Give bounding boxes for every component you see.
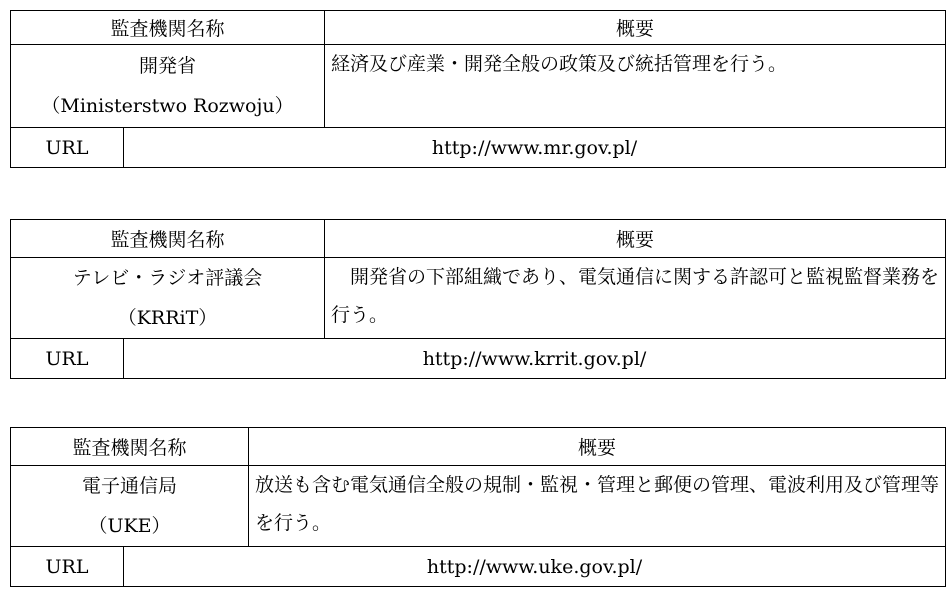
header-summary: 概要 bbox=[249, 428, 946, 466]
agency-name-original: （Ministerstwo Rozwoju） bbox=[41, 95, 294, 117]
agency-summary: 開発省の下部組織であり、電気通信に関する許認可と監視監督業務を行う。 bbox=[325, 258, 946, 339]
agency-table-mr bbox=[10, 10, 946, 168]
agency-name: テレビ・ラジオ評議会 bbox=[72, 267, 263, 289]
agency-name-original: （UKE） bbox=[88, 515, 171, 537]
url-label: URL bbox=[11, 128, 124, 168]
header-agency-name: 監査機関名称 bbox=[11, 11, 325, 45]
agency-name-cell bbox=[11, 45, 325, 128]
url-label: URL bbox=[11, 339, 124, 379]
header-summary: 概要 bbox=[325, 11, 946, 45]
agency-summary: 経済及び産業・開発全般の政策及び統括管理を行う。 bbox=[325, 45, 946, 128]
agency-name: 開発省 bbox=[139, 55, 197, 77]
header-summary: 概要 bbox=[325, 220, 946, 258]
agency-url-link[interactable]: http://www.krrit.gov.pl/ bbox=[124, 339, 946, 379]
url-label: URL bbox=[11, 547, 124, 587]
agency-name-original: （KRRiT） bbox=[117, 307, 218, 329]
agency-name-cell bbox=[11, 258, 325, 339]
agency-table-uke bbox=[10, 427, 946, 587]
header-agency-name: 監査機関名称 bbox=[11, 220, 325, 258]
header-agency-name: 監査機関名称 bbox=[11, 428, 249, 466]
agency-url-link[interactable]: http://www.mr.gov.pl/ bbox=[124, 128, 946, 168]
agency-name: 電子通信局 bbox=[82, 475, 178, 497]
agency-url-link[interactable]: http://www.uke.gov.pl/ bbox=[124, 547, 946, 587]
agency-summary: 放送も含む電気通信全般の規制・監視・管理と郵便の管理、電波利用及び管理等を行う。 bbox=[249, 466, 946, 547]
agency-name-cell bbox=[11, 466, 249, 547]
agency-table-krrit bbox=[10, 219, 946, 379]
